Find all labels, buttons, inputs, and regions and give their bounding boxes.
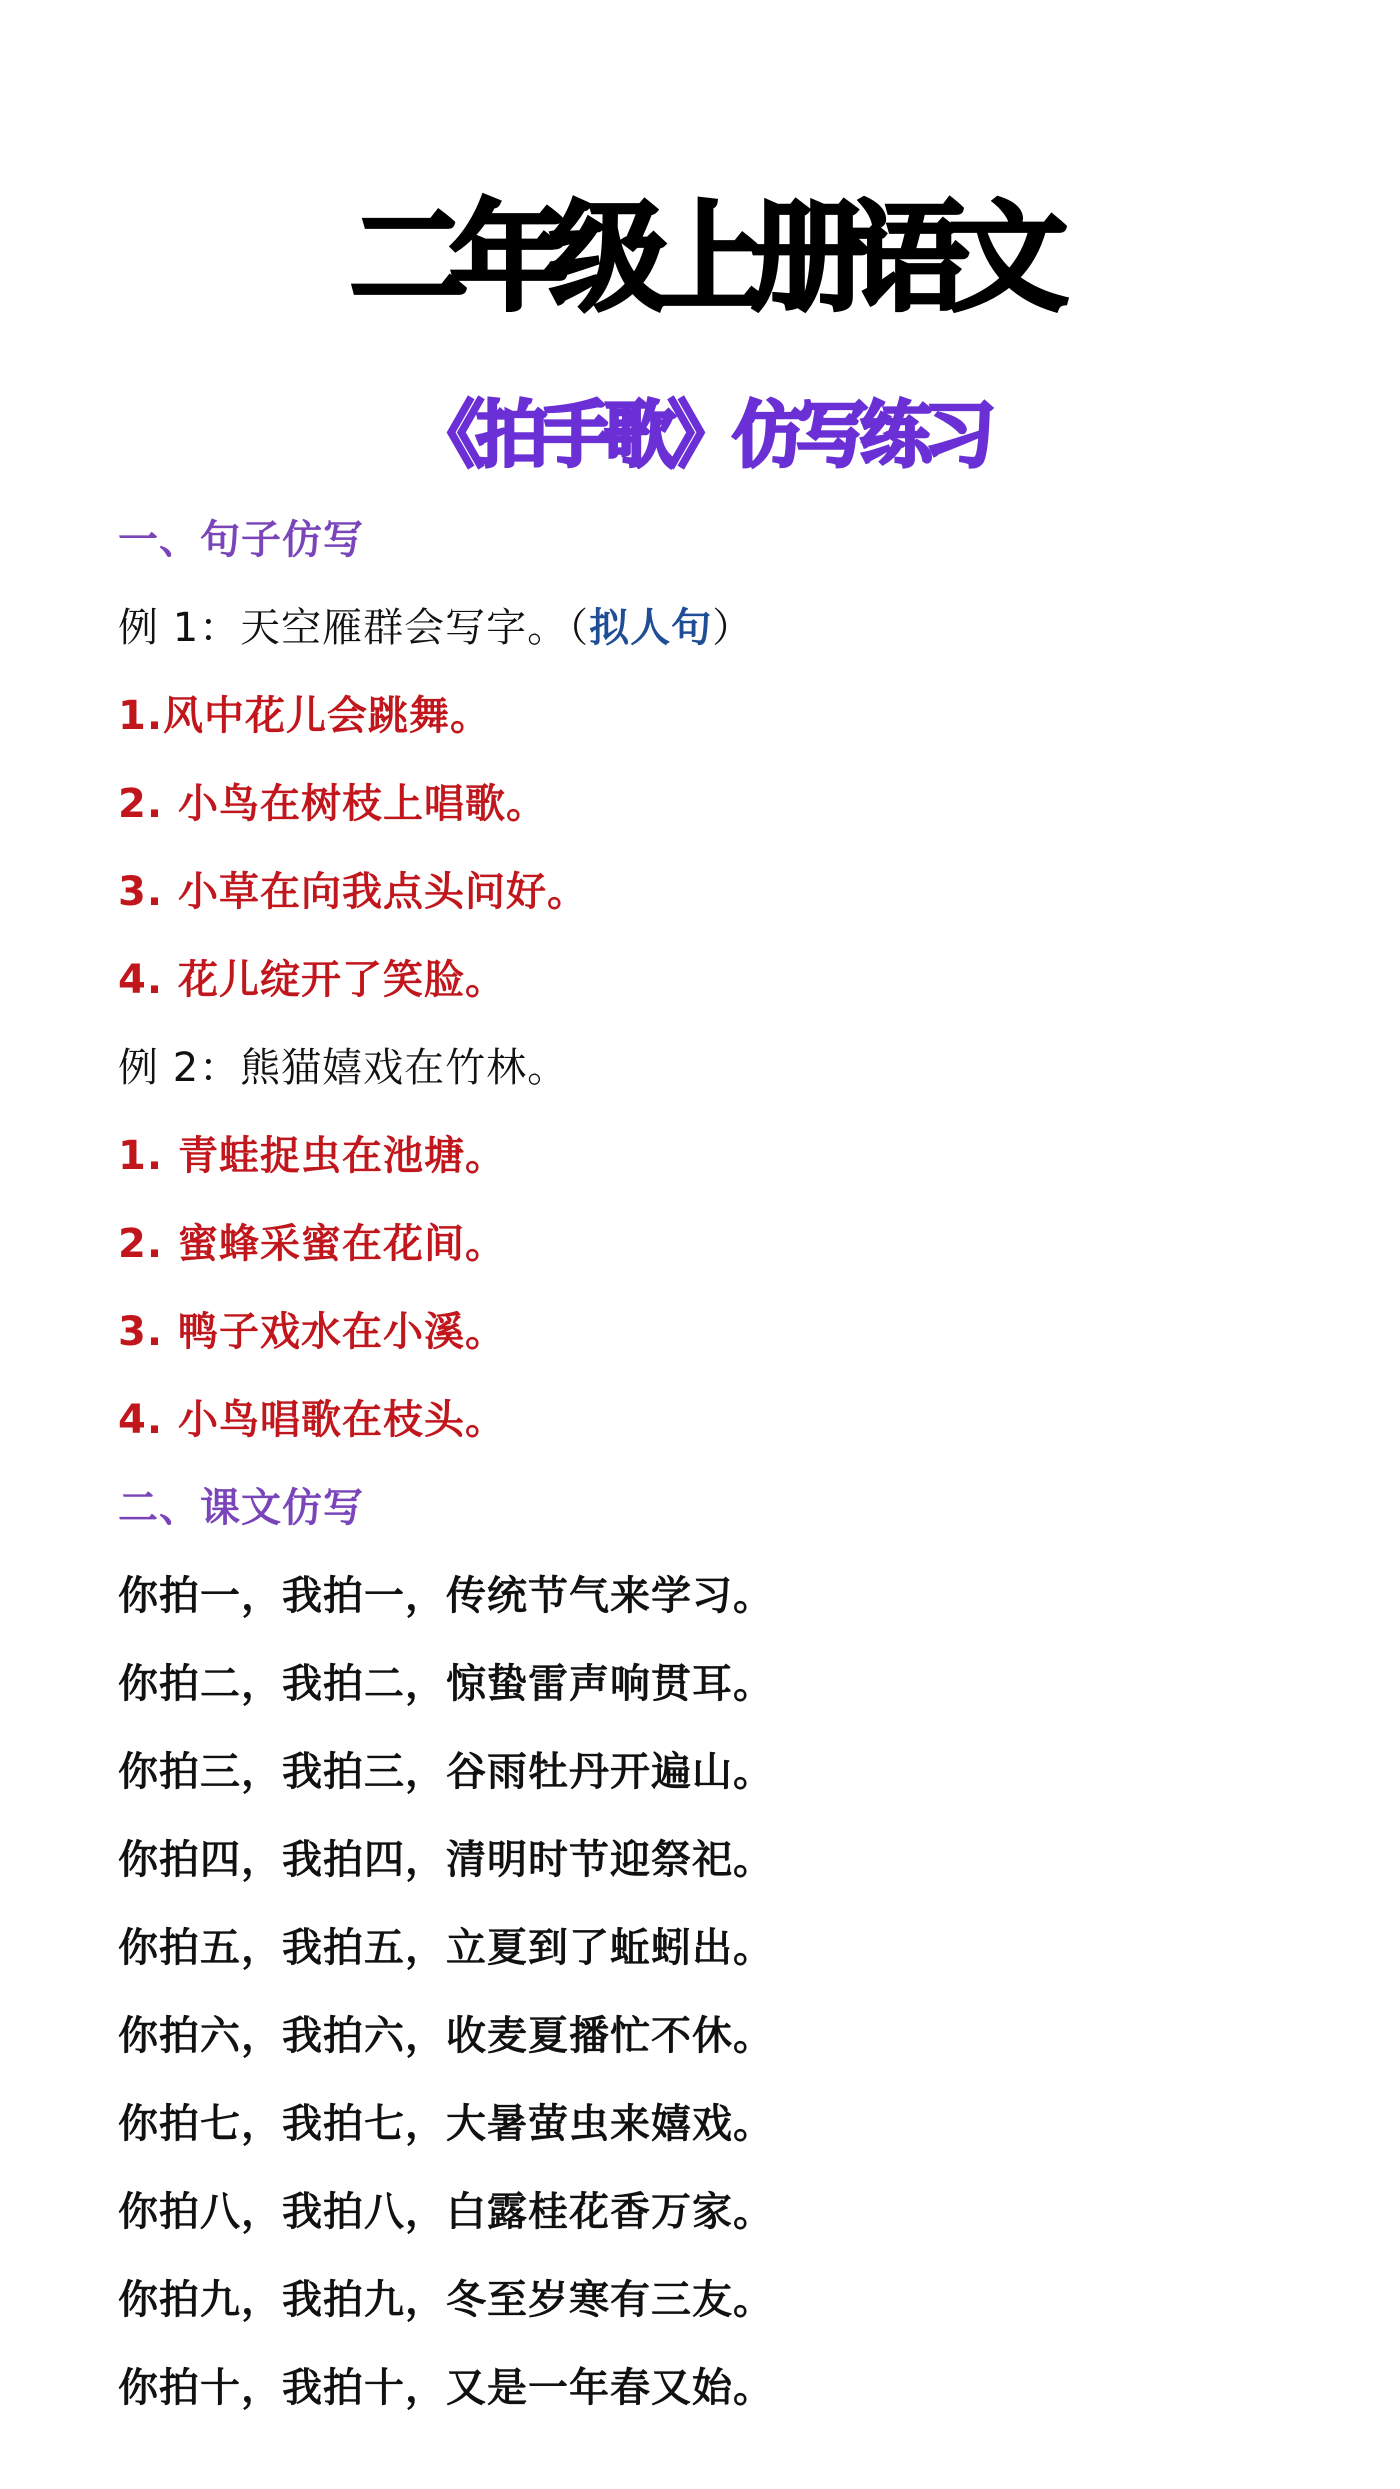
rhyme-line-1: 你拍一，我拍一，传统节气来学习。 bbox=[118, 1573, 774, 1619]
rhyme-line-2: 你拍二，我拍二，惊蛰雷声响贯耳。 bbox=[118, 1661, 774, 1707]
answer-1-4: 4. 花儿绽开了笑脸。 bbox=[118, 957, 506, 1003]
example-2: 例 2：熊猫嬉戏在竹林。 bbox=[118, 1045, 569, 1091]
page-title: 二年级上册语文 bbox=[349, 189, 1050, 327]
rhyme-line-9: 你拍九，我拍九，冬至岁寒有三友。 bbox=[118, 2277, 774, 2323]
rhyme-line-3: 你拍三，我拍三，谷雨牡丹开遍山。 bbox=[118, 1749, 774, 1795]
example-1 bbox=[118, 600, 753, 656]
answer-1-3: 3. 小草在向我点头问好。 bbox=[118, 869, 588, 915]
rhyme-line-7: 你拍七，我拍七，大暑萤虫来嬉戏。 bbox=[118, 2101, 774, 2147]
answer-2-1: 1. 青蛙捉虫在池塘。 bbox=[118, 1133, 506, 1179]
sentence-type-tag: 拟人句 bbox=[589, 605, 713, 651]
example-1-text: 例 1：天空雁群会写字。（ bbox=[118, 605, 590, 651]
rhyme-line-4: 你拍四，我拍四，清明时节迎祭祀。 bbox=[118, 1837, 774, 1883]
rhyme-line-8: 你拍八，我拍八，白露桂花香万家。 bbox=[118, 2189, 774, 2235]
answer-2-2: 2. 蜜蜂采蜜在花间。 bbox=[118, 1221, 506, 1267]
answer-2-4: 4. 小鸟唱歌在枝头。 bbox=[118, 1397, 506, 1443]
section-heading-text-imitation: 二、课文仿写 bbox=[118, 1485, 364, 1531]
page-subtitle: 《拍手歌》仿写练习 bbox=[411, 393, 988, 477]
rhyme-line-10: 你拍十，我拍十，又是一年春又始。 bbox=[118, 2365, 774, 2411]
answer-2-3: 3. 鸭子戏水在小溪。 bbox=[118, 1309, 506, 1355]
example-1-close: ） bbox=[712, 605, 754, 651]
answer-1-2: 2. 小鸟在树枝上唱歌。 bbox=[118, 781, 547, 827]
section-heading-sentence-imitation: 一、句子仿写 bbox=[118, 517, 364, 563]
answer-1-1: 1.风中花儿会跳舞。 bbox=[118, 693, 492, 739]
rhyme-line-6: 你拍六，我拍六，收麦夏播忙不休。 bbox=[118, 2013, 774, 2059]
rhyme-line-5: 你拍五，我拍五，立夏到了蚯蚓出。 bbox=[118, 1925, 774, 1971]
